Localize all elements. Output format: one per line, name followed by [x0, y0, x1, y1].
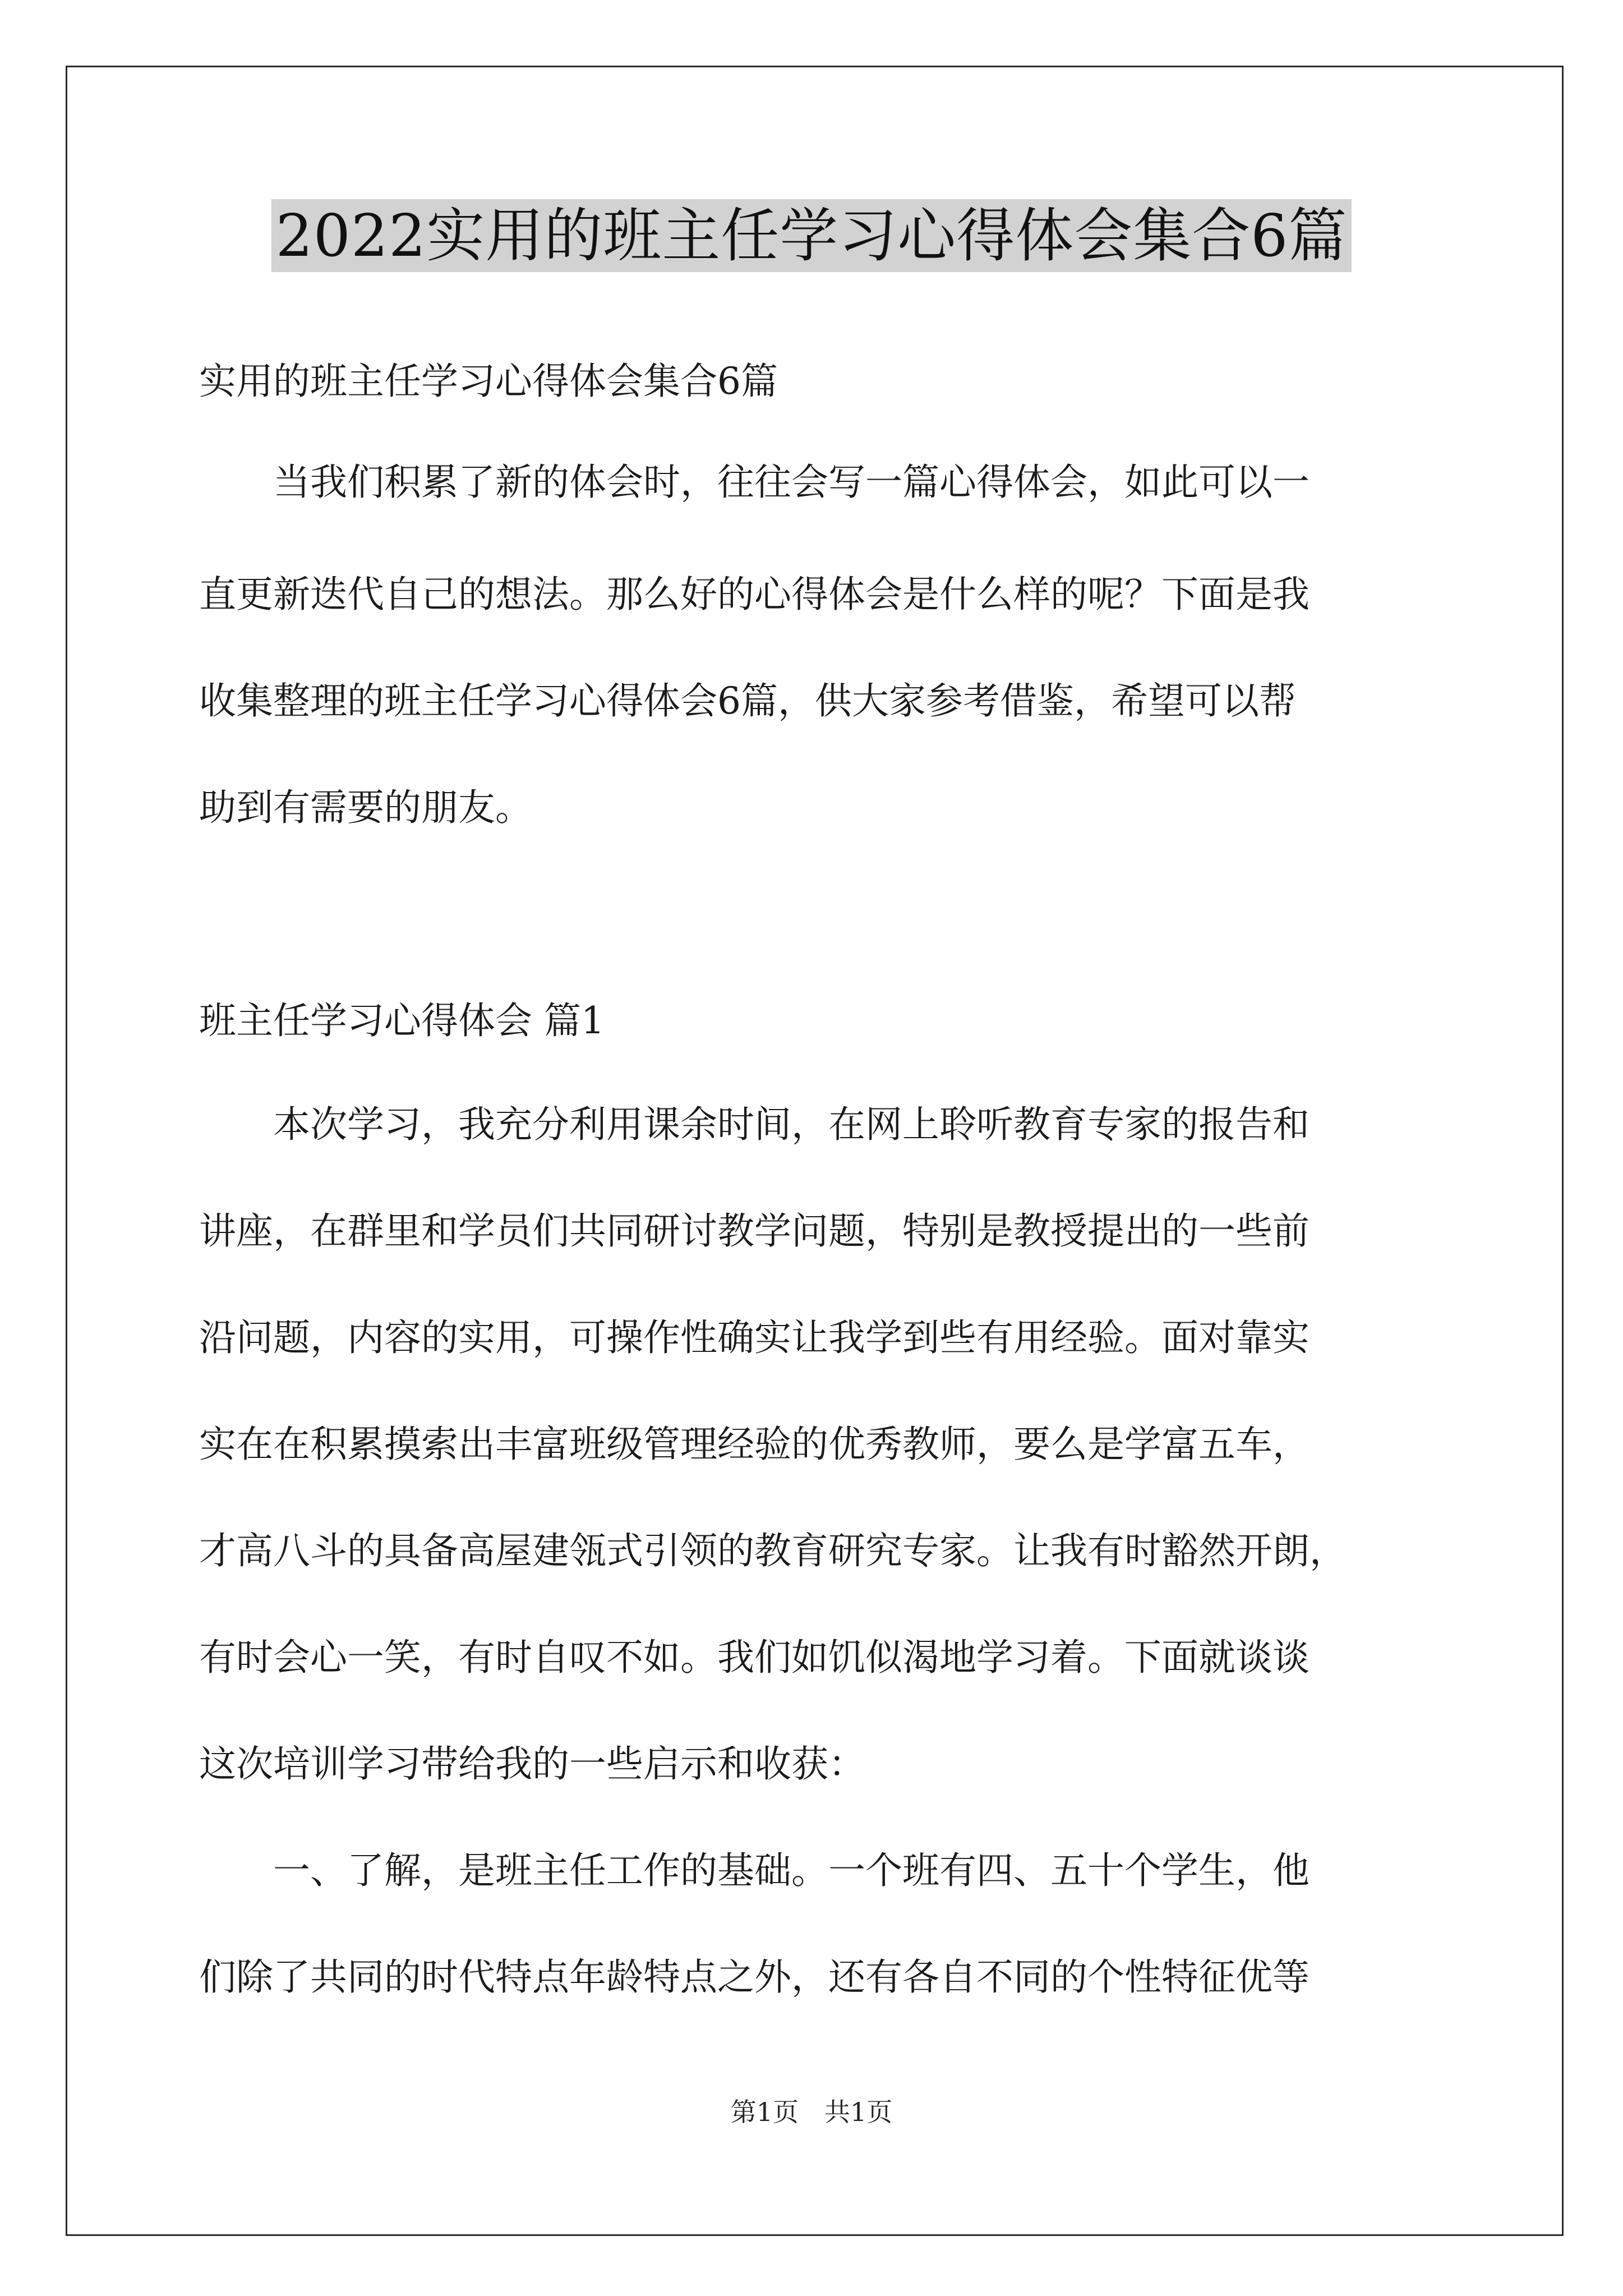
intro-line: 收集整理的班主任学习心得体会6篇，供大家参考借鉴，希望可以帮	[199, 679, 1296, 723]
section-line: 实在在积累摸索出丰富班级管理经验的优秀教师，要么是学富五车，	[199, 1423, 1310, 1466]
title-container	[0, 199, 1623, 272]
section-line: 有时会心一笑，有时自叹不如。我们如饥似渴地学习着。下面就谈谈	[199, 1636, 1310, 1679]
section-heading: 班主任学习心得体会 篇1	[199, 999, 605, 1042]
section-line: 本次学习，我充分利用课余时间，在网上聆听教育专家的报告和	[199, 1103, 1310, 1146]
section-line: 这次培训学习带给我的一些启示和收获：	[199, 1742, 865, 1786]
intro-line: 助到有需要的朋友。	[199, 786, 532, 829]
intro-line: 当我们积累了新的体会时，往往会写一篇心得体会，如此可以一	[199, 461, 1310, 504]
section-line: 一、了解，是班主任工作的基础。一个班有四、五十个学生，他	[199, 1849, 1310, 1892]
intro-line: 直更新迭代自己的想法。那么好的心得体会是什么样的呢？下面是我	[199, 573, 1310, 616]
section-line: 才高八斗的具备高屋建瓴式引领的教育研究专家。让我有时豁然开朗，	[199, 1529, 1347, 1572]
section-line: 们除了共同的时代特点年龄特点之外，还有各自不同的个性特征优等	[199, 1955, 1310, 1999]
section-line: 沿问题，内容的实用，可操作性确实让我学到些有用经验。面对靠实	[199, 1316, 1310, 1359]
document-subtitle: 实用的班主任学习心得体会集合6篇	[199, 360, 778, 403]
page-number-footer: 第1页 共1页	[730, 2097, 893, 2127]
section-line: 讲座，在群里和学员们共同研讨教学问题，特别是教授提出的一些前	[199, 1209, 1310, 1253]
document-title: 2022实用的班主任学习心得体会集合6篇	[271, 199, 1352, 272]
